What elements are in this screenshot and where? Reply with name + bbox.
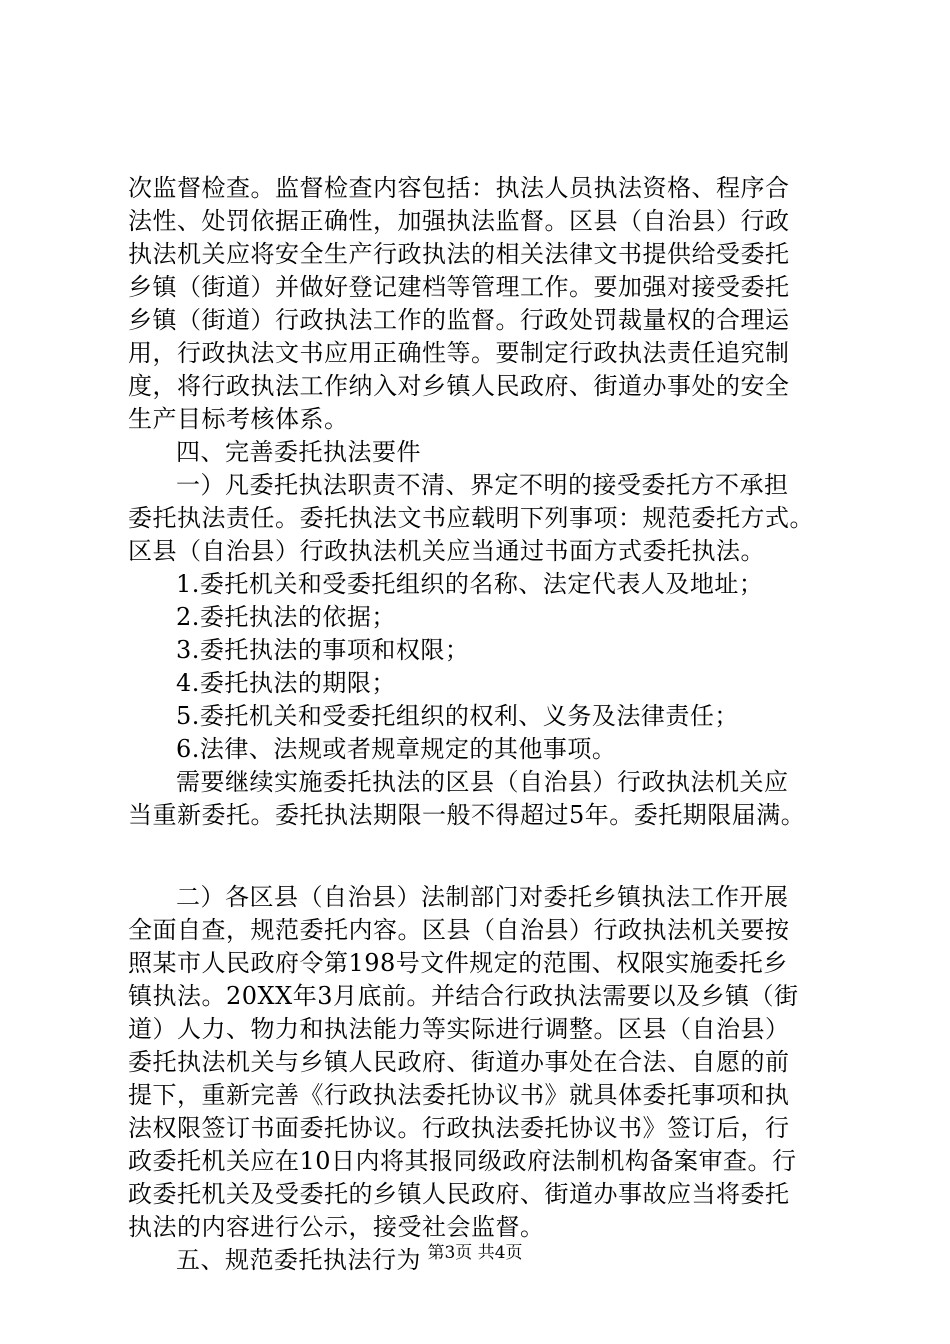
text-line: 次监督检查。监督检查内容包括：执法人员执法资格、程序合: [128, 174, 790, 202]
list-item: 2.委托执法的依据；: [176, 603, 396, 631]
text-line: 镇执法。20XX年3月底前。并结合行政执法需要以及乡镇（街: [128, 982, 799, 1010]
list-item: 6.法律、法规或者规章规定的其他事项。: [176, 735, 617, 763]
text-line: 执法的内容进行公示，接受社会监督。: [128, 1213, 545, 1241]
text-line: 照某市人民政府令第198号文件规定的范围、权限实施委托乡: [128, 949, 788, 977]
text-line: 度，将行政执法工作纳入对乡镇人民政府、街道办事处的安全: [128, 372, 790, 400]
text-line: 乡镇（街道）并做好登记建档等管理工作。要加强对接受委托: [128, 273, 790, 301]
text-line: 法权限签订书面委托协议。行政执法委托协议书》签订后，行: [128, 1114, 790, 1142]
text-line: 全面自查，规范委托内容。区县（自治县）行政执法机关要按: [128, 916, 790, 944]
text-line: 用，行政执法文书应用正确性等。要制定行政执法责任追究制: [128, 339, 790, 367]
text-line: 乡镇（街道）行政执法工作的监督。行政处罚裁量权的合理运: [128, 306, 790, 334]
paragraph-gap: [128, 832, 833, 881]
text-line: 委托执法责任。委托执法文书应载明下列事项：规范委托方式。: [128, 504, 814, 532]
list-item: 3.委托执法的事项和权限；: [176, 636, 470, 664]
text-line: 执法机关应将安全生产行政执法的相关法律文书提供给受委托: [128, 240, 790, 268]
list-item: 1.委托机关和受委托组织的名称、法定代表人及地址；: [176, 570, 764, 598]
section-heading: 五、规范委托执法行为: [176, 1246, 421, 1274]
text-line: 法性、处罚依据正确性，加强执法监督。区县（自治县）行政: [128, 207, 790, 235]
text-line: 委托执法机关与乡镇人民政府、街道办事处在合法、自愿的前: [128, 1048, 790, 1076]
text-line: 政委托机关应在10日内将其报同级政府法制机构备案审查。行: [128, 1147, 797, 1175]
page-number-footer: 第3页 共4页: [427, 1243, 523, 1263]
section-heading: 四、完善委托执法要件: [176, 438, 421, 466]
list-item: 5.委托机关和受委托组织的权利、义务及法律责任；: [176, 702, 739, 730]
text-line: 当重新委托。委托执法期限一般不得超过5年。委托期限届满。: [128, 801, 806, 829]
text-line: 生产目标考核体系。: [128, 405, 349, 433]
text-line: 二）各区县（自治县）法制部门对委托乡镇执法工作开展: [176, 883, 789, 911]
text-line: 区县（自治县）行政执法机关应当通过书面方式委托执法。: [128, 537, 765, 565]
text-line: 提下，重新完善《行政执法委托协议书》就具体委托事项和执: [128, 1081, 790, 1109]
document-body: [128, 172, 833, 1277]
text-line: 道）人力、物力和执法能力等实际进行调整。区县（自治县）: [128, 1015, 790, 1043]
text-line: 一）凡委托执法职责不清、界定不明的接受委托方不承担: [176, 471, 789, 499]
list-item: 4.委托执法的期限；: [176, 669, 396, 697]
text-line: 政委托机关及受委托的乡镇人民政府、街道办事故应当将委托: [128, 1180, 790, 1208]
text-line: 需要继续实施委托执法的区县（自治县）行政执法机关应: [176, 768, 789, 796]
